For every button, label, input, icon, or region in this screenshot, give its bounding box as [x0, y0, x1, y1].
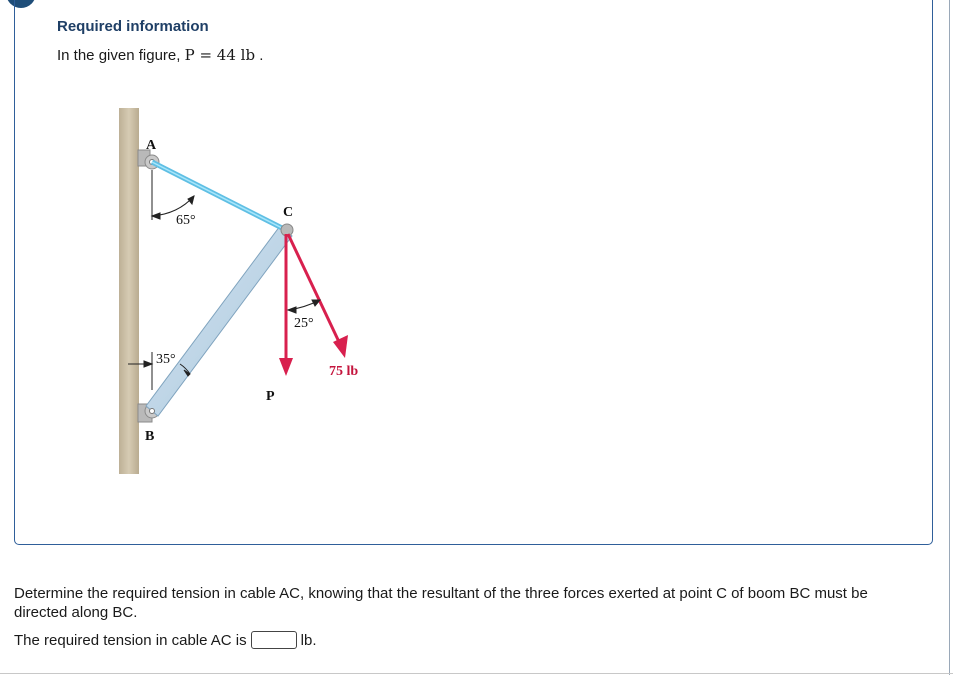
wall — [119, 108, 139, 474]
problem-statement: Determine the required tension in cable AC, knowing that the resultant of the three forces exerted at point C of boom BC must be directed along BC. — [14, 585, 868, 621]
label-point-c: C — [283, 205, 294, 220]
tension-answer-input[interactable] — [251, 631, 297, 649]
answer-row — [14, 631, 316, 649]
label-point-b: B — [145, 429, 155, 444]
panel-right-border — [949, 0, 950, 675]
given-equation: P = 44 lb — [184, 46, 256, 64]
given-prefix: In the given figure, — [57, 47, 181, 64]
boom-bc — [146, 226, 292, 416]
answer-prefix: The required tension in cable AC is — [14, 631, 247, 649]
given-suffix: . — [259, 47, 264, 64]
angle-25-dimension — [288, 300, 320, 313]
boom-cable-figure — [100, 100, 400, 480]
panel-bottom-border — [0, 673, 953, 674]
label-force-p: P — [266, 389, 275, 404]
label-angle-65: 65° — [176, 213, 196, 228]
force-75-arrow — [288, 234, 348, 358]
answer-unit: lb. — [300, 631, 317, 649]
force-p-arrow — [279, 234, 293, 376]
required-information-title: Required information — [57, 18, 209, 35]
label-force-75: 75 lb — [329, 364, 359, 379]
label-angle-35: 35° — [156, 352, 176, 367]
given-statement — [57, 46, 263, 64]
label-point-a: A — [146, 138, 157, 153]
label-angle-25: 25° — [294, 316, 314, 331]
